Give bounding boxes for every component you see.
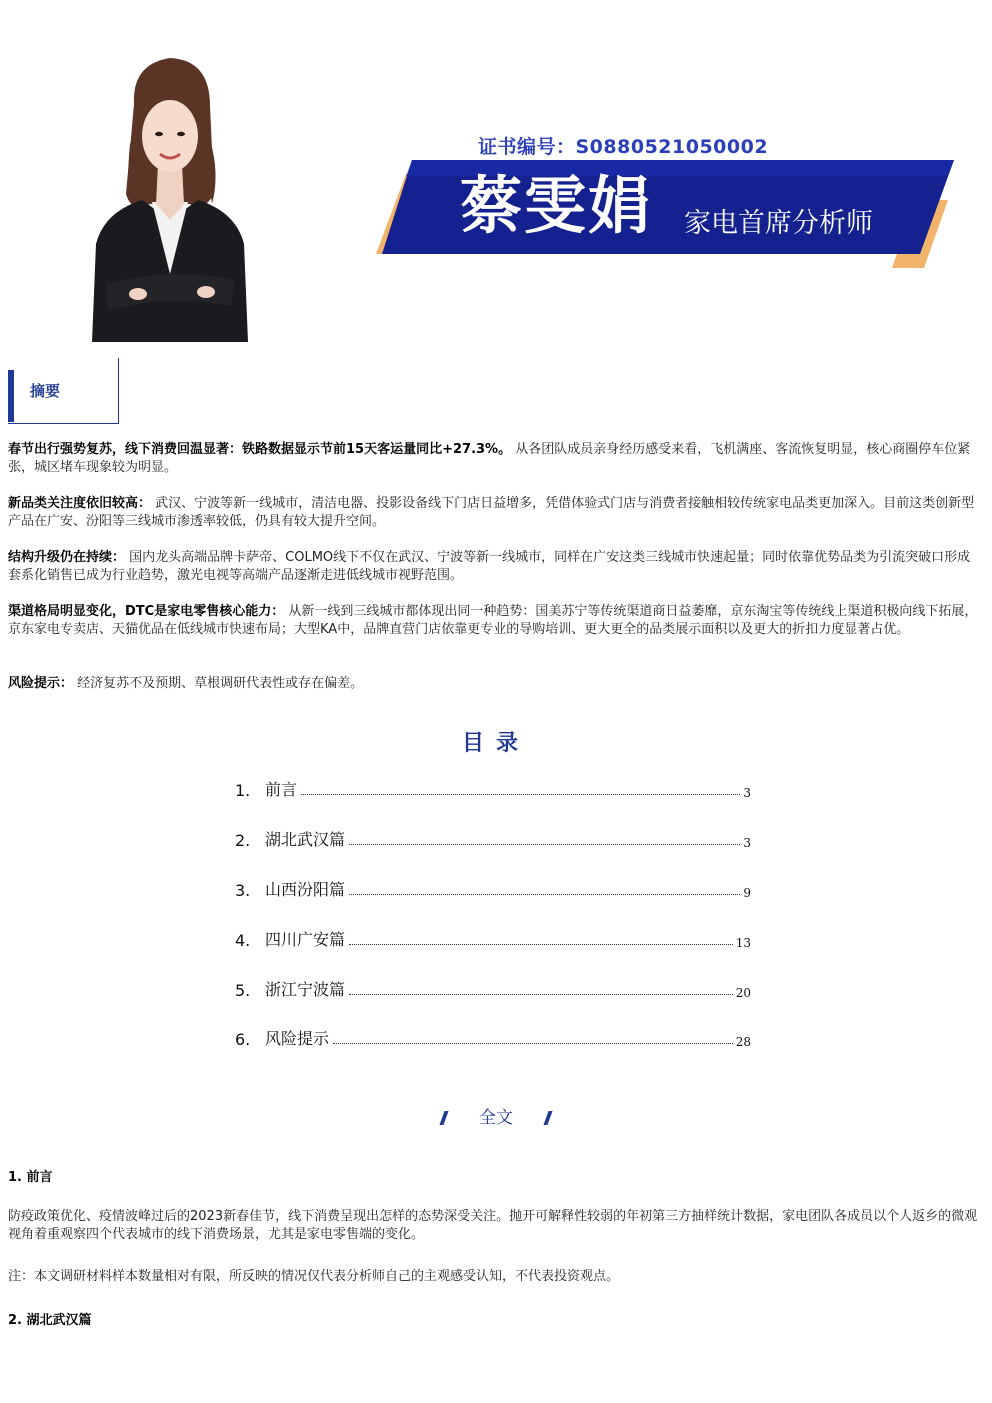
section-1-note: 注：本文调研材料样本数量相对有限，所反映的情况仅代表分析师自己的主观感受认知，不代表投资观点。 [8,1269,620,1284]
toc-item[interactable] [235,776,751,800]
toc-item[interactable] [235,876,751,900]
toc-item-number: 4. [235,931,251,950]
abstract-p2-bold: 新品类关注度依旧较高： [8,496,152,511]
abstract-p1-text: 从各团队成员亲身经历感受来看，飞机满座、客流恢复明显，核心商圈停车位紧张，城区堵车现象较为明显。 [8,442,971,475]
fulltext-label: 全文 [479,1108,513,1128]
abstract-paragraph-4 [8,603,982,639]
slash-decoration-right [544,1111,553,1125]
abstract-p4-text: 从新一线到三线城市都体现出同一种趋势：国美苏宁等传统渠道商日益萎靡，京东淘宝等传统线上渠道积极向线下拓展，京东家电专卖店、天猫优品在低线城市快速布局；大型KA中，品牌直营门店依靠更专业的导购培训、更大更全的品类展示面积以及更大的折扣力度显著占优。 [8,604,978,637]
toc-title: 目录 [461,731,530,756]
slash-decoration-left [439,1111,448,1125]
abstract-p2-text: 武汉、宁波等新一线城市，清洁电器、投影设备线下门店日益增多，凭借体验式门店与消费者接触相较传统家电品类更加深入。目前这类创新型产品在广安、汾阳等三线城市渗透率较低，仍具有较大提升空间。 [8,496,975,529]
toc-leader-dots [349,844,740,845]
toc-leader-dots [301,794,740,795]
toc-item-text: 前言 [265,780,298,799]
abstract-p3-text: 国内龙头高端品牌卡萨帝、COLMO线下不仅在武汉、宁波等新一线城市，同样在广安这类三线城市快速起量；同时依靠优势品类为引流突破口形成套系化销售已成为行业趋势，激光电视等高端产品逐渐走进低线城市视野范围。 [8,550,971,583]
abstract-p5-text: 经济复苏不及预期、草根调研代表性或存在偏差。 [77,676,364,691]
toc-item[interactable] [235,826,751,850]
toc-item-number: 2. [235,831,251,850]
abstract-paragraph-1 [8,441,982,477]
abstract-p1-bold: 春节出行强势复苏，线下消费回温显著：铁路数据显示节前15天客运量同比+27.3%。 [8,442,512,457]
toc-leader-dots [349,894,740,895]
certificate-number: 证书编号：S0880521050002 [478,136,769,158]
toc-item-page: 28 [735,1035,751,1049]
abstract-paragraph-2 [8,495,982,531]
analyst-role: 家电首席分析师 [684,208,873,239]
toc-item[interactable] [235,976,751,1000]
toc-item-text: 浙江宁波篇 [265,980,346,999]
section-1-paragraph-1: 防疫政策优化、疫情波峰过后的2023新春佳节，线下消费呈现出怎样的态势深受关注。抛开可解释性较弱的年初第三方抽样统计数据，家电团队各成员以个人返乡的微观视角着重观察四个代表城市的线下消费场景，尤其是家电零售端的变化。 [8,1209,978,1242]
toc-leader-dots [349,994,733,995]
toc-item[interactable] [235,926,751,950]
toc-leader-dots [333,1043,733,1044]
toc-item-text: 风险提示 [265,1029,330,1048]
toc-item-number: 1. [235,781,251,800]
abstract-paragraph-5 [8,675,982,693]
toc-item-text: 湖北武汉篇 [265,830,346,849]
abstract-accent-bar [8,370,14,422]
section-2-title: 2. 湖北武汉篇 [8,1313,92,1328]
abstract-p4-bold: 渠道格局明显变化，DTC是家电零售核心能力： [8,604,285,619]
toc-item-page: 3 [743,836,751,850]
toc-item-page: 13 [735,936,751,950]
section-1-title: 1. 前言 [8,1170,53,1185]
toc-item-text: 四川广安篇 [265,930,346,949]
abstract-frame [8,358,119,424]
toc-item-page: 20 [735,986,751,1000]
toc-item-text: 山西汾阳篇 [265,880,346,899]
toc-item-number: 3. [235,881,251,900]
abstract-p3-bold: 结构升级仍在持续： [8,550,126,565]
toc-leader-dots [349,944,733,945]
abstract-p5-bold: 风险提示： [8,676,74,691]
toc-item-number: 6. [235,1030,251,1049]
abstract-label: 摘要 [30,382,61,400]
fulltext-heading [0,1103,992,1128]
toc-item[interactable] [235,1025,751,1049]
analyst-name: 蔡雯娟 [460,169,653,242]
analyst-photo [82,44,258,342]
toc-item-page: 9 [743,886,751,900]
abstract-paragraph-3 [8,549,982,585]
toc-item-number: 5. [235,981,251,1000]
toc-item-page: 3 [743,786,751,800]
